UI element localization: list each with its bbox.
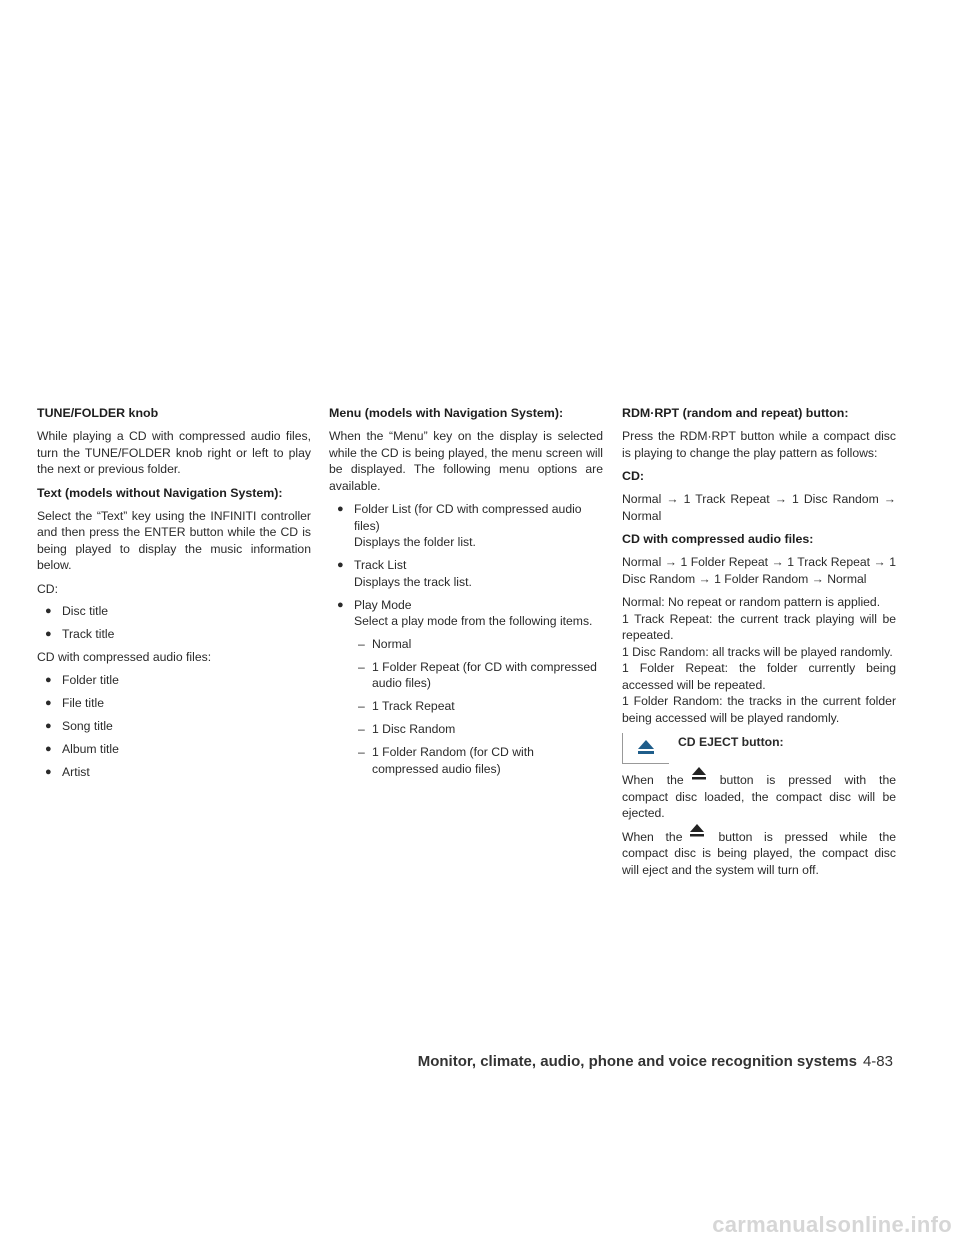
list-item	[37, 626, 311, 643]
list-item-label: Album title	[62, 741, 119, 756]
menu-heading: Menu (models with Navigation System):	[329, 406, 564, 420]
eject-icon	[690, 824, 704, 837]
eject-inline-icon-wrap	[684, 772, 720, 786]
eject-icon	[692, 767, 706, 780]
play-mode-list	[354, 636, 603, 778]
menu-option-desc: Displays the folder list.	[354, 535, 476, 549]
list-item-label: File title	[62, 695, 104, 710]
list-item-label: Track title	[62, 627, 115, 641]
play-mode-label: 1 Folder Random (for CD with compressed audio files)	[372, 745, 534, 776]
definition-line: 1 Folder Repeat: the folder currently being accessed will be repeated.	[622, 661, 896, 692]
list-item-label: Song title	[62, 718, 113, 733]
bullet-icon: ●	[45, 765, 52, 778]
menu-options-list	[329, 501, 603, 777]
eject-paragraph-1	[622, 772, 896, 822]
list-item: – 1 Folder Random (for CD with compressed audio files)	[358, 745, 534, 776]
compressed-info-list	[37, 672, 311, 781]
tune-folder-heading: TUNE/FOLDER knob	[37, 406, 159, 420]
list-item-label: Artist	[62, 764, 90, 779]
compressed-pattern-heading: CD with compressed audio files:	[622, 532, 814, 546]
rdm-rpt-heading: RDM·RPT (random and repeat) button:	[622, 406, 849, 420]
menu-paragraph: When the “Menu” key on the display is selected while the CD is being played, the menu screen will be displayed. The following menu options are available.	[329, 429, 603, 493]
list-item	[329, 597, 603, 778]
column-right	[622, 405, 896, 885]
menu-option-title: Track List	[354, 558, 407, 572]
cd-eject-heading-row	[622, 733, 896, 765]
list-item: – Normal	[358, 636, 412, 651]
bullet-icon: ●	[45, 673, 52, 686]
page-footer	[0, 1053, 893, 1070]
play-mode-label: Normal	[372, 636, 412, 651]
menu-option-desc: Displays the track list.	[354, 574, 472, 589]
list-item	[37, 603, 311, 620]
bullet-icon: ●	[45, 605, 52, 617]
column-left	[37, 405, 311, 787]
cd-eject-heading: CD EJECT button:	[678, 735, 784, 749]
list-item	[329, 557, 603, 590]
eject-paragraph-2	[622, 829, 896, 879]
pattern-definitions	[622, 594, 896, 726]
list-item	[37, 695, 311, 712]
bullet-icon: ●	[337, 559, 344, 571]
column-middle	[329, 405, 603, 784]
eject-inline-icon-wrap	[682, 829, 718, 843]
page-number: 4-83	[862, 1053, 893, 1070]
bullet-icon: ●	[45, 719, 52, 732]
play-mode-label: 1 Disc Random	[372, 722, 456, 736]
definition-line: 1 Track Repeat: the current track playing will be repeated.	[622, 611, 896, 642]
cd-info-list	[37, 603, 311, 643]
bullet-icon: ●	[45, 742, 52, 755]
list-item	[37, 718, 311, 735]
definition-line: Normal: No repeat or random pattern is applied.	[622, 595, 881, 609]
list-item-label: Folder title	[62, 672, 119, 687]
play-mode-label: 1 Track Repeat	[372, 699, 455, 713]
cd-pattern-heading: CD:	[622, 469, 645, 483]
cd-label: CD:	[37, 581, 58, 596]
play-mode-label: 1 Folder Repeat (for CD with compressed audio files)	[372, 659, 597, 690]
text-heading: Text (models without Navigation System):	[37, 485, 283, 500]
menu-option-title: Folder List (for CD with compressed audio files)	[354, 502, 582, 533]
footer-section-title: Monitor, climate, audio, phone and voice recognition systems	[417, 1053, 857, 1070]
list-item: – 1 Disc Random	[358, 722, 456, 736]
bullet-icon: ●	[337, 503, 344, 515]
definition-line: 1 Folder Random: the tracks in the current folder being accessed will be played randomly.	[622, 694, 896, 725]
eject-text-before: When the	[622, 773, 684, 787]
eject-text-after: button is pressed while the compact disc is being played, the compact disc will eject and the system will turn off.	[622, 829, 897, 877]
bullet-icon: ●	[45, 696, 52, 709]
list-item-label: Disc title	[62, 604, 109, 618]
definition-line: 1 Disc Random: all tracks will be played randomly.	[622, 644, 893, 659]
list-item	[329, 501, 603, 551]
eject-icon-box	[622, 733, 669, 764]
rdm-rpt-paragraph: Press the RDM·RPT button while a compact disc is playing to change the play pattern as follows:	[622, 429, 896, 460]
tune-folder-paragraph: While playing a CD with compressed audio files, turn the TUNE/FOLDER knob right or left to play the next or previous folder.	[37, 429, 311, 476]
text-paragraph: Select the “Text” key using the INFINITI controller and then press the ENTER button while the CD is being played to display the music information below.	[37, 508, 311, 572]
menu-option-desc: Select a play mode from the following items.	[354, 614, 593, 628]
eject-text-after: button is pressed with the compact disc loaded, the compact disc will be ejected.	[622, 773, 896, 820]
compressed-pattern-sequence: Normal → 1 Folder Repeat → 1 Track Repeat → 1 Disc Random → 1 Folder Random → Normal	[622, 555, 896, 586]
menu-option-title: Play Mode	[354, 597, 412, 612]
compressed-label: CD with compressed audio files:	[37, 650, 212, 664]
list-item	[37, 672, 311, 689]
bullet-icon: ●	[45, 628, 52, 640]
eject-icon	[637, 739, 655, 755]
watermark: carmanualsonline.info	[712, 1212, 952, 1237]
cd-pattern-sequence: Normal → 1 Track Repeat → 1 Disc Random → Normal	[622, 492, 896, 523]
eject-text-before: When the	[622, 829, 683, 844]
list-item: – 1 Folder Repeat (for CD with compressed audio files)	[358, 659, 597, 690]
list-item	[37, 764, 311, 781]
list-item	[37, 741, 311, 758]
list-item: – 1 Track Repeat	[358, 699, 455, 713]
bullet-icon: ●	[337, 598, 344, 611]
